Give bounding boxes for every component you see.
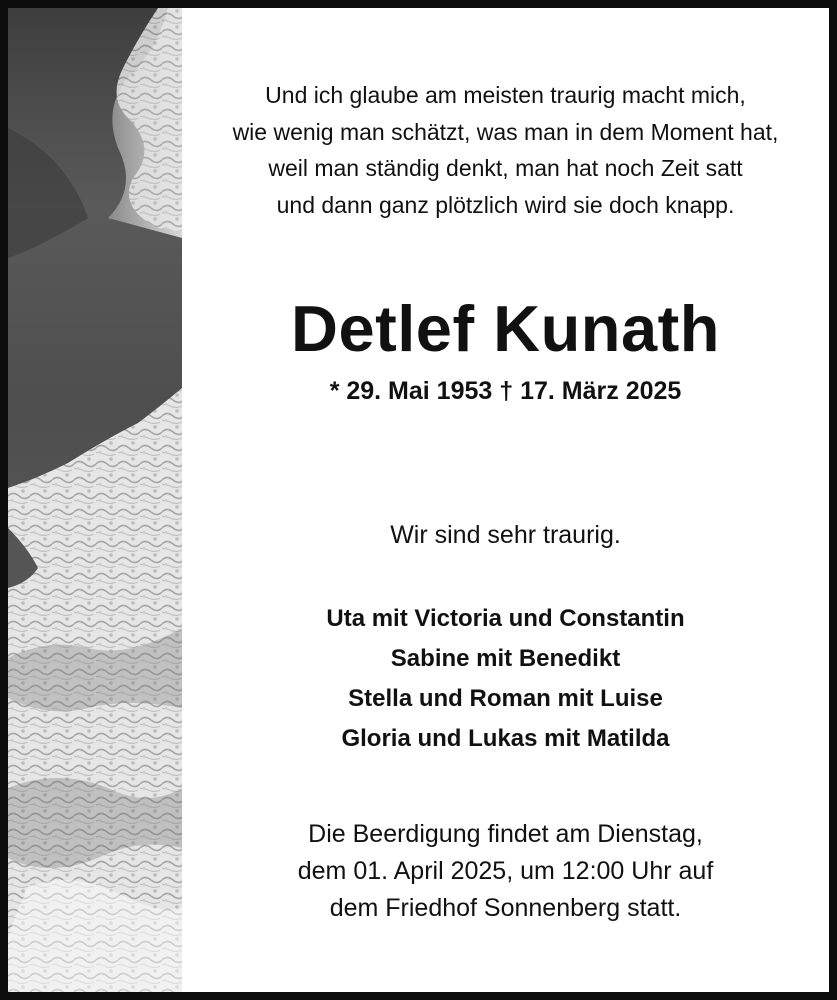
poem-line: Und ich glaube am meisten traurig macht mich,: [265, 82, 746, 108]
funeral-info: [182, 816, 829, 927]
mourning-statement: Wir sind sehr traurig.: [390, 521, 621, 549]
funeral-line: dem 01. April 2025, um 12:00 Uhr auf: [297, 857, 714, 885]
life-dates: * 29. Mai 1953 † 17. März 2025: [329, 377, 682, 405]
family-member: Sabine mit Benedikt: [390, 645, 621, 672]
beach-surf-photo: [8, 8, 182, 992]
notice-content: [182, 8, 829, 992]
family-member: Gloria und Lukas mit Matilda: [341, 725, 670, 752]
poem: [182, 77, 829, 223]
family-member: Uta mit Victoria und Constantin: [326, 605, 685, 632]
poem-line: wie wenig man schätzt, was man in dem Moment hat,: [232, 118, 779, 145]
funeral-line: dem Friedhof Sonnenberg statt.: [329, 894, 682, 922]
funeral-line: Die Beerdigung findet am Dienstag,: [308, 820, 703, 848]
family-member: Stella und Roman mit Luise: [348, 685, 663, 712]
deceased-name: Detlef Kunath: [291, 292, 720, 365]
poem-line: und dann ganz plötzlich wird sie doch knapp.: [276, 191, 735, 218]
poem-line: weil man ständig denkt, man hat noch Zeit satt: [268, 155, 743, 181]
family-list: [182, 599, 829, 759]
